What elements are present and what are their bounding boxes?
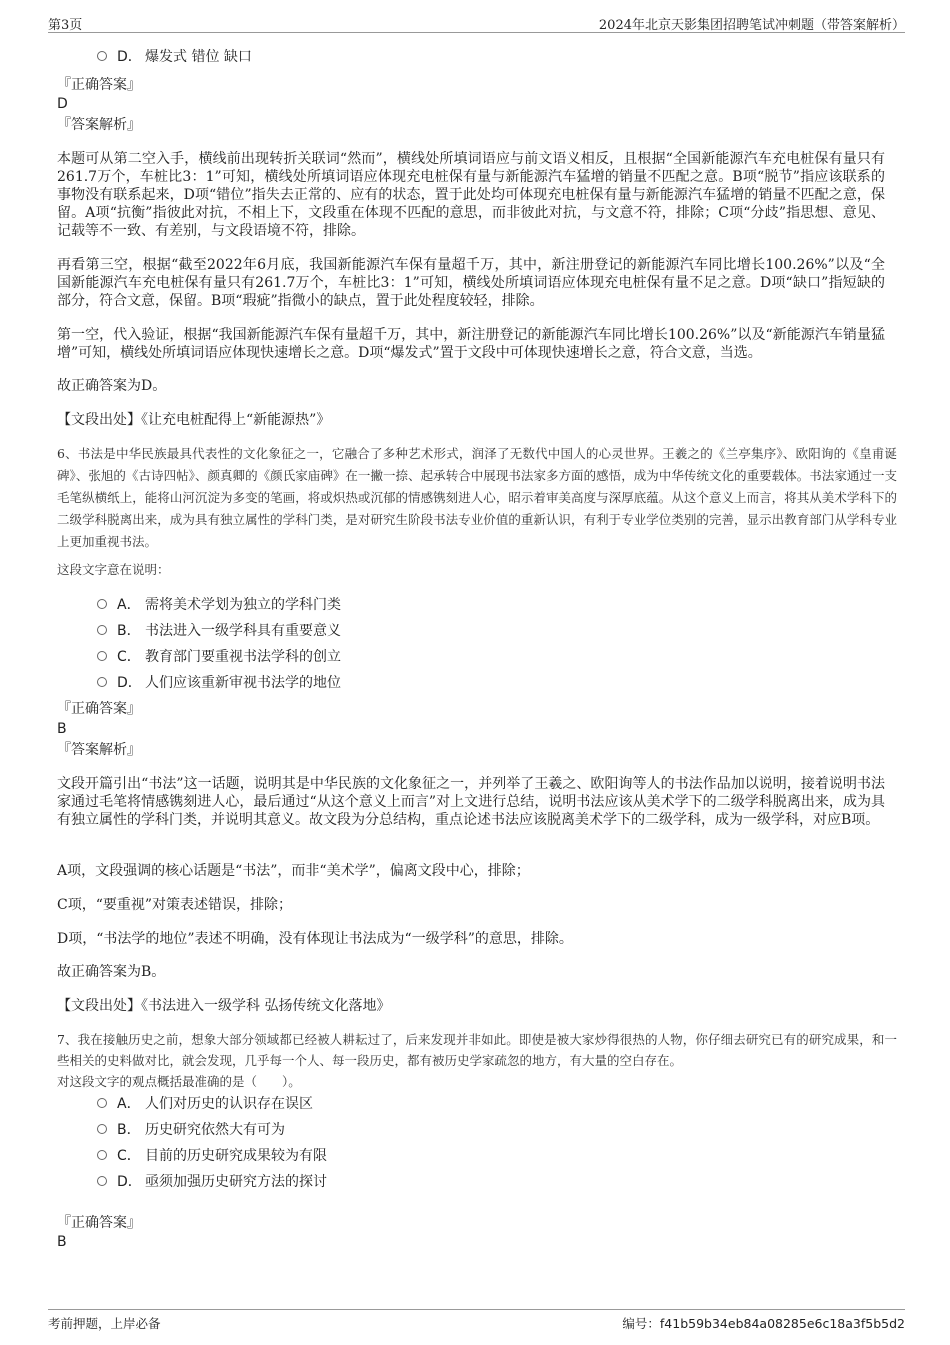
radio-icon[interactable]	[97, 651, 107, 661]
radio-icon[interactable]	[97, 625, 107, 635]
document-title: 2024年北京天影集团招聘笔试冲刺题（带答案解析）	[598, 18, 905, 33]
q6-option-c[interactable]: C． 教育部门要重视书法学科的创立	[97, 648, 341, 666]
q7-option-a[interactable]: A． 人们对历史的认识存在误区	[97, 1095, 313, 1113]
q5-analysis-p3: 第一空，代入验证，根据“我国新能源汽车保有量超千万，其中，新注册登记的新能源汽车同比增长100.26%”以及“新能源汽车销量猛增”可知，横线处所填词语应体现快速增长之意。D项“爆发式”置于文段中可体现快速增长之意，符合文意，当选。	[57, 327, 885, 361]
q6-analysis-p1: 文段开篇引出“书法”这一话题，说明其是中华民族的文化象征之一，并列举了王羲之、欧阳询等人的书法作品加以说明，接着说明书法家通过毛笔将情感镌刻进人心，最后通过“从这个意义上而言”对上文进行总结，说明书法应该从美术学下的二级学科脱离出来，成为具有独立属性的学科门类，并说明其意义。故文段为分总结构，重点论述书法应该脱离美术学下的二级学科，成为一级学科，对应B项。	[57, 776, 885, 828]
q5-answer: D	[57, 96, 68, 112]
q6-stem: 6、书法是中华民族最具代表性的文化象征之一，它融合了多种艺术形式，润泽了无数代中国人的心灵世界。王羲之的《兰亭集序》、欧阳询的《皇甫诞碑》、张旭的《古诗四帖》、颜真卿的《颜氏家庙碑》在一撇一捺、起承转合中展现书法家多方面的感悟，成为中华传统文化的重要载体。书法家通过一支毛笔纵横纸上，能将山河沉淀为多变的笔画，将或炽热或沉郁的情感镌刻进人心，昭示着审美高度与深厚底蕴。从这个意义上而言，将其从美术学科下的二级学科脱离出来，成为具有独立属性的学科门类，是对研究生阶段书法专业价值的重新认识，有利于专业学位类别的完善，显示出教育部门从学科专业上更加重视书法。	[57, 446, 897, 549]
q5-source: 【文段出处】《让充电桩配得上“新能源热”》	[57, 412, 331, 428]
q7-option-d[interactable]: D． 亟须加强历史研究方法的探讨	[97, 1173, 327, 1191]
footer-code: 编号：f41b59b34eb84a08285e6c18a3f5b5d2	[622, 1316, 905, 1331]
q6-question: 这段文字意在说明：	[57, 562, 170, 577]
radio-icon[interactable]	[97, 677, 107, 687]
page-footer	[48, 1309, 905, 1331]
q5-analysis-label: 『答案解析』	[57, 117, 141, 133]
q7-option-c[interactable]: C． 目前的历史研究成果较为有限	[97, 1147, 327, 1165]
q7-answer: B	[57, 1234, 67, 1250]
q7-stem: 7、我在接触历史之前，想象大部分领域都已经被人耕耘过了，后来发现并非如此。即使是被大家炒得很热的人物，你仔细去研究已有的研究成果，和一些相关的史料做对比，就会发现，几乎每一个人、每一段历史，都有被历史学家疏忽的地方，有大量的空白存在。	[57, 1032, 897, 1068]
q6-analysis-c: C项，“要重视”对策表述错误，排除；	[57, 897, 293, 913]
q5-option-d[interactable]: D． 爆发式 错位 缺口	[97, 48, 252, 66]
page-header	[48, 12, 905, 33]
q6-answer-label: 『正确答案』	[57, 701, 141, 717]
radio-icon[interactable]	[97, 599, 107, 609]
footer-slogan: 考前押题，上岸必备	[48, 1316, 161, 1331]
q5-analysis-p2: 再看第三空，根据“截至2022年6月底，我国新能源汽车保有量超千万，其中，新注册登记的新能源汽车同比增长100.26%”以及“全国新能源汽车充电桩保有量只有261.7万个，车桩比3：1”可知，横线处所填词语应体现充电桩保有量不足之意。D项“缺口”指短缺的部分，符合文意，保留。B项“瑕疵”指微小的缺点，置于此处程度较轻，排除。	[57, 257, 885, 309]
q7-answer-label: 『正确答案』	[57, 1215, 141, 1231]
radio-icon[interactable]	[97, 1150, 107, 1160]
q7-option-b[interactable]: B． 历史研究依然大有可为	[97, 1121, 285, 1139]
radio-icon[interactable]	[97, 51, 107, 61]
page-number: 第3页	[48, 18, 83, 33]
q7-question: 对这段文字的观点概括最准确的是（ ）。	[57, 1074, 301, 1089]
q5-analysis-p1: 本题可从第二空入手，横线前出现转折关联词“然而”，横线处所填词语应与前文语义相反，且根据“全国新能源汽车充电桩保有量只有261.7万个，车桩比3：1”可知，横线处所填词语应体现充电桩保有量与新能源汽车猛增的销量不匹配之意。B项“脱节”指应该联系的事物没有联系起来，D项“错位”指失去正常的、应有的状态，置于此处均可体现充电桩保有量与新能源汽车猛增的销量不匹配之意，保留。A项“抗衡”指彼此对抗，不相上下，文段重在体现不匹配的意思，而非彼此对抗，与文意不符，排除；C项“分歧”指思想、意见、记载等不一致、有差别，与文段语境不符，排除。	[57, 151, 885, 239]
q6-analysis-d: D项，“书法学的地位”表述不明确，没有体现让书法成为“一级学科”的意思，排除。	[57, 931, 573, 947]
q6-conclusion: 故正确答案为B。	[57, 964, 166, 980]
q6-option-a[interactable]: A． 需将美术学划为独立的学科门类	[97, 596, 341, 614]
radio-icon[interactable]	[97, 1176, 107, 1186]
q6-analysis-label: 『答案解析』	[57, 742, 141, 758]
radio-icon[interactable]	[97, 1098, 107, 1108]
q6-option-b[interactable]: B． 书法进入一级学科具有重要意义	[97, 622, 341, 640]
q5-conclusion: 故正确答案为D。	[57, 378, 167, 394]
q6-option-d[interactable]: D． 人们应该重新审视书法学的地位	[97, 674, 341, 692]
q5-answer-label: 『正确答案』	[57, 77, 141, 93]
radio-icon[interactable]	[97, 1124, 107, 1134]
q6-analysis-a: A项，文段强调的核心话题是“书法”，而非“美术学”，偏离文段中心，排除；	[57, 863, 530, 879]
q6-source: 【文段出处】《书法进入一级学科 弘扬传统文化落地》	[57, 998, 391, 1014]
q6-answer: B	[57, 721, 67, 737]
